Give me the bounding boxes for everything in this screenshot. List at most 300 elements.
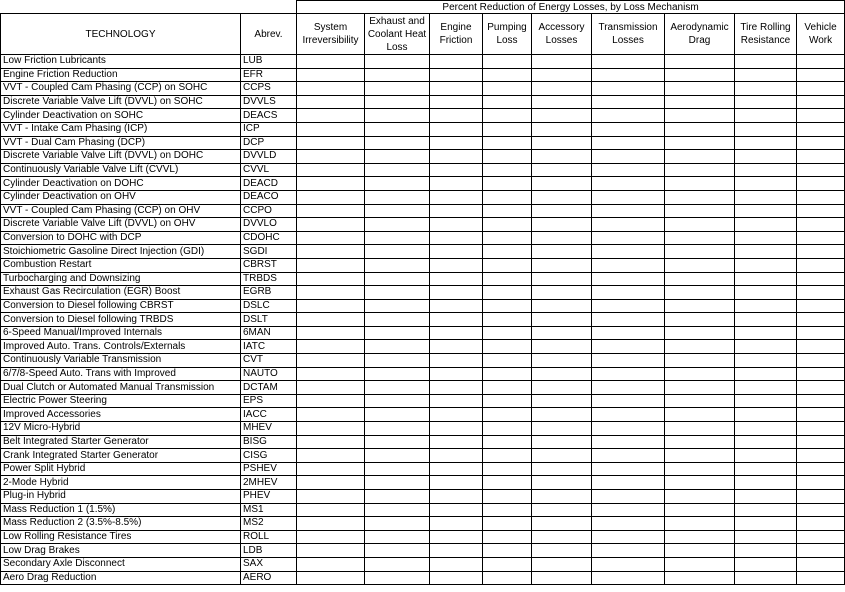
- value-cell[interactable]: [430, 150, 483, 164]
- value-cell[interactable]: [592, 231, 665, 245]
- value-cell[interactable]: [430, 245, 483, 259]
- value-cell[interactable]: [297, 422, 365, 436]
- value-cell[interactable]: [430, 163, 483, 177]
- value-cell[interactable]: [665, 381, 735, 395]
- value-cell[interactable]: [430, 408, 483, 422]
- value-cell[interactable]: [797, 340, 845, 354]
- value-cell[interactable]: [365, 177, 430, 191]
- value-cell[interactable]: [483, 354, 532, 368]
- value-cell[interactable]: [665, 95, 735, 109]
- value-cell[interactable]: [592, 544, 665, 558]
- value-cell[interactable]: [735, 326, 797, 340]
- value-cell[interactable]: [797, 354, 845, 368]
- value-cell[interactable]: [592, 313, 665, 327]
- value-cell[interactable]: [430, 109, 483, 123]
- value-cell[interactable]: [592, 354, 665, 368]
- value-cell[interactable]: [665, 82, 735, 96]
- value-cell[interactable]: [532, 422, 592, 436]
- value-cell[interactable]: [297, 367, 365, 381]
- value-cell[interactable]: [483, 476, 532, 490]
- value-cell[interactable]: [483, 394, 532, 408]
- value-cell[interactable]: [592, 462, 665, 476]
- value-cell[interactable]: [665, 136, 735, 150]
- value-cell[interactable]: [483, 367, 532, 381]
- value-cell[interactable]: [735, 517, 797, 531]
- value-cell[interactable]: [735, 190, 797, 204]
- value-cell[interactable]: [483, 449, 532, 463]
- value-cell[interactable]: [532, 340, 592, 354]
- value-cell[interactable]: [365, 462, 430, 476]
- value-cell[interactable]: [797, 462, 845, 476]
- value-cell[interactable]: [365, 218, 430, 232]
- value-cell[interactable]: [297, 163, 365, 177]
- value-cell[interactable]: [532, 571, 592, 585]
- value-cell[interactable]: [735, 571, 797, 585]
- value-cell[interactable]: [665, 503, 735, 517]
- value-cell[interactable]: [592, 68, 665, 82]
- value-cell[interactable]: [297, 557, 365, 571]
- value-cell[interactable]: [365, 231, 430, 245]
- value-cell[interactable]: [797, 544, 845, 558]
- value-cell[interactable]: [735, 218, 797, 232]
- value-cell[interactable]: [430, 122, 483, 136]
- value-cell[interactable]: [297, 381, 365, 395]
- value-cell[interactable]: [532, 122, 592, 136]
- value-cell[interactable]: [592, 245, 665, 259]
- value-cell[interactable]: [735, 68, 797, 82]
- value-cell[interactable]: [532, 177, 592, 191]
- value-cell[interactable]: [297, 326, 365, 340]
- value-cell[interactable]: [365, 109, 430, 123]
- value-cell[interactable]: [483, 517, 532, 531]
- value-cell[interactable]: [297, 517, 365, 531]
- value-cell[interactable]: [483, 435, 532, 449]
- value-cell[interactable]: [592, 367, 665, 381]
- value-cell[interactable]: [483, 109, 532, 123]
- value-cell[interactable]: [483, 231, 532, 245]
- value-cell[interactable]: [797, 150, 845, 164]
- value-cell[interactable]: [365, 490, 430, 504]
- value-cell[interactable]: [430, 435, 483, 449]
- value-cell[interactable]: [365, 517, 430, 531]
- value-cell[interactable]: [735, 490, 797, 504]
- value-cell[interactable]: [365, 435, 430, 449]
- value-cell[interactable]: [430, 517, 483, 531]
- value-cell[interactable]: [297, 109, 365, 123]
- value-cell[interactable]: [735, 122, 797, 136]
- value-cell[interactable]: [665, 231, 735, 245]
- value-cell[interactable]: [797, 449, 845, 463]
- value-cell[interactable]: [532, 530, 592, 544]
- value-cell[interactable]: [592, 190, 665, 204]
- value-cell[interactable]: [532, 190, 592, 204]
- value-cell[interactable]: [532, 381, 592, 395]
- value-cell[interactable]: [483, 340, 532, 354]
- value-cell[interactable]: [797, 435, 845, 449]
- value-cell[interactable]: [297, 218, 365, 232]
- value-cell[interactable]: [735, 177, 797, 191]
- value-cell[interactable]: [483, 272, 532, 286]
- value-cell[interactable]: [665, 286, 735, 300]
- value-cell[interactable]: [483, 544, 532, 558]
- value-cell[interactable]: [430, 571, 483, 585]
- value-cell[interactable]: [532, 150, 592, 164]
- value-cell[interactable]: [483, 95, 532, 109]
- value-cell[interactable]: [297, 571, 365, 585]
- value-cell[interactable]: [532, 136, 592, 150]
- value-cell[interactable]: [735, 55, 797, 69]
- value-cell[interactable]: [532, 163, 592, 177]
- value-cell[interactable]: [665, 313, 735, 327]
- value-cell[interactable]: [665, 571, 735, 585]
- value-cell[interactable]: [483, 245, 532, 259]
- value-cell[interactable]: [797, 503, 845, 517]
- value-cell[interactable]: [665, 476, 735, 490]
- value-cell[interactable]: [797, 394, 845, 408]
- value-cell[interactable]: [797, 286, 845, 300]
- value-cell[interactable]: [665, 245, 735, 259]
- value-cell[interactable]: [483, 204, 532, 218]
- value-cell[interactable]: [532, 408, 592, 422]
- value-cell[interactable]: [735, 258, 797, 272]
- value-cell[interactable]: [483, 490, 532, 504]
- value-cell[interactable]: [532, 313, 592, 327]
- value-cell[interactable]: [483, 299, 532, 313]
- value-cell[interactable]: [665, 367, 735, 381]
- value-cell[interactable]: [592, 204, 665, 218]
- value-cell[interactable]: [365, 503, 430, 517]
- value-cell[interactable]: [430, 272, 483, 286]
- value-cell[interactable]: [483, 462, 532, 476]
- value-cell[interactable]: [430, 354, 483, 368]
- value-cell[interactable]: [797, 82, 845, 96]
- value-cell[interactable]: [483, 177, 532, 191]
- value-cell[interactable]: [592, 394, 665, 408]
- value-cell[interactable]: [665, 422, 735, 436]
- value-cell[interactable]: [665, 218, 735, 232]
- value-cell[interactable]: [430, 313, 483, 327]
- value-cell[interactable]: [592, 503, 665, 517]
- value-cell[interactable]: [735, 394, 797, 408]
- value-cell[interactable]: [532, 544, 592, 558]
- value-cell[interactable]: [365, 340, 430, 354]
- value-cell[interactable]: [430, 204, 483, 218]
- value-cell[interactable]: [365, 449, 430, 463]
- value-cell[interactable]: [365, 299, 430, 313]
- value-cell[interactable]: [797, 109, 845, 123]
- value-cell[interactable]: [297, 490, 365, 504]
- value-cell[interactable]: [665, 258, 735, 272]
- value-cell[interactable]: [365, 571, 430, 585]
- value-cell[interactable]: [592, 340, 665, 354]
- value-cell[interactable]: [483, 163, 532, 177]
- value-cell[interactable]: [735, 557, 797, 571]
- value-cell[interactable]: [430, 286, 483, 300]
- value-cell[interactable]: [735, 544, 797, 558]
- value-cell[interactable]: [365, 272, 430, 286]
- value-cell[interactable]: [532, 82, 592, 96]
- value-cell[interactable]: [532, 68, 592, 82]
- value-cell[interactable]: [665, 517, 735, 531]
- value-cell[interactable]: [797, 231, 845, 245]
- value-cell[interactable]: [430, 462, 483, 476]
- value-cell[interactable]: [430, 55, 483, 69]
- value-cell[interactable]: [797, 476, 845, 490]
- value-cell[interactable]: [735, 245, 797, 259]
- value-cell[interactable]: [592, 272, 665, 286]
- value-cell[interactable]: [365, 163, 430, 177]
- value-cell[interactable]: [665, 490, 735, 504]
- value-cell[interactable]: [430, 136, 483, 150]
- value-cell[interactable]: [735, 82, 797, 96]
- value-cell[interactable]: [665, 190, 735, 204]
- value-cell[interactable]: [532, 231, 592, 245]
- value-cell[interactable]: [592, 381, 665, 395]
- value-cell[interactable]: [532, 326, 592, 340]
- value-cell[interactable]: [430, 190, 483, 204]
- value-cell[interactable]: [797, 95, 845, 109]
- value-cell[interactable]: [665, 109, 735, 123]
- value-cell[interactable]: [797, 177, 845, 191]
- value-cell[interactable]: [592, 557, 665, 571]
- value-cell[interactable]: [797, 326, 845, 340]
- value-cell[interactable]: [592, 571, 665, 585]
- value-cell[interactable]: [365, 530, 430, 544]
- value-cell[interactable]: [665, 122, 735, 136]
- value-cell[interactable]: [735, 381, 797, 395]
- value-cell[interactable]: [483, 381, 532, 395]
- value-cell[interactable]: [365, 422, 430, 436]
- value-cell[interactable]: [532, 258, 592, 272]
- value-cell[interactable]: [532, 204, 592, 218]
- value-cell[interactable]: [483, 313, 532, 327]
- value-cell[interactable]: [365, 55, 430, 69]
- value-cell[interactable]: [297, 313, 365, 327]
- value-cell[interactable]: [592, 177, 665, 191]
- value-cell[interactable]: [365, 286, 430, 300]
- value-cell[interactable]: [735, 449, 797, 463]
- value-cell[interactable]: [365, 381, 430, 395]
- value-cell[interactable]: [735, 367, 797, 381]
- value-cell[interactable]: [297, 68, 365, 82]
- value-cell[interactable]: [297, 204, 365, 218]
- value-cell[interactable]: [297, 354, 365, 368]
- value-cell[interactable]: [297, 150, 365, 164]
- value-cell[interactable]: [735, 422, 797, 436]
- value-cell[interactable]: [735, 476, 797, 490]
- value-cell[interactable]: [735, 462, 797, 476]
- value-cell[interactable]: [735, 313, 797, 327]
- value-cell[interactable]: [430, 449, 483, 463]
- value-cell[interactable]: [735, 503, 797, 517]
- value-cell[interactable]: [665, 204, 735, 218]
- value-cell[interactable]: [735, 231, 797, 245]
- value-cell[interactable]: [365, 367, 430, 381]
- value-cell[interactable]: [483, 557, 532, 571]
- value-cell[interactable]: [665, 326, 735, 340]
- value-cell[interactable]: [430, 177, 483, 191]
- value-cell[interactable]: [797, 55, 845, 69]
- value-cell[interactable]: [483, 136, 532, 150]
- value-cell[interactable]: [297, 408, 365, 422]
- value-cell[interactable]: [430, 476, 483, 490]
- value-cell[interactable]: [532, 95, 592, 109]
- value-cell[interactable]: [532, 490, 592, 504]
- value-cell[interactable]: [797, 272, 845, 286]
- value-cell[interactable]: [735, 530, 797, 544]
- value-cell[interactable]: [483, 326, 532, 340]
- value-cell[interactable]: [797, 422, 845, 436]
- value-cell[interactable]: [797, 408, 845, 422]
- value-cell[interactable]: [665, 394, 735, 408]
- value-cell[interactable]: [365, 258, 430, 272]
- value-cell[interactable]: [735, 163, 797, 177]
- value-cell[interactable]: [532, 367, 592, 381]
- value-cell[interactable]: [735, 109, 797, 123]
- value-cell[interactable]: [665, 449, 735, 463]
- value-cell[interactable]: [483, 258, 532, 272]
- value-cell[interactable]: [592, 95, 665, 109]
- value-cell[interactable]: [592, 136, 665, 150]
- value-cell[interactable]: [735, 204, 797, 218]
- value-cell[interactable]: [365, 476, 430, 490]
- value-cell[interactable]: [592, 122, 665, 136]
- value-cell[interactable]: [430, 422, 483, 436]
- value-cell[interactable]: [797, 299, 845, 313]
- value-cell[interactable]: [297, 544, 365, 558]
- value-cell[interactable]: [483, 190, 532, 204]
- value-cell[interactable]: [665, 163, 735, 177]
- value-cell[interactable]: [483, 218, 532, 232]
- value-cell[interactable]: [430, 557, 483, 571]
- value-cell[interactable]: [665, 68, 735, 82]
- value-cell[interactable]: [297, 136, 365, 150]
- value-cell[interactable]: [297, 394, 365, 408]
- value-cell[interactable]: [592, 517, 665, 531]
- value-cell[interactable]: [365, 394, 430, 408]
- value-cell[interactable]: [430, 82, 483, 96]
- value-cell[interactable]: [430, 326, 483, 340]
- value-cell[interactable]: [735, 150, 797, 164]
- value-cell[interactable]: [483, 68, 532, 82]
- value-cell[interactable]: [592, 218, 665, 232]
- value-cell[interactable]: [592, 82, 665, 96]
- value-cell[interactable]: [430, 340, 483, 354]
- value-cell[interactable]: [735, 95, 797, 109]
- value-cell[interactable]: [532, 517, 592, 531]
- value-cell[interactable]: [430, 218, 483, 232]
- value-cell[interactable]: [797, 367, 845, 381]
- value-cell[interactable]: [665, 435, 735, 449]
- value-cell[interactable]: [483, 530, 532, 544]
- value-cell[interactable]: [532, 299, 592, 313]
- value-cell[interactable]: [365, 557, 430, 571]
- value-cell[interactable]: [797, 313, 845, 327]
- value-cell[interactable]: [430, 367, 483, 381]
- value-cell[interactable]: [365, 136, 430, 150]
- value-cell[interactable]: [532, 272, 592, 286]
- value-cell[interactable]: [797, 204, 845, 218]
- value-cell[interactable]: [797, 571, 845, 585]
- value-cell[interactable]: [797, 163, 845, 177]
- value-cell[interactable]: [297, 299, 365, 313]
- value-cell[interactable]: [430, 530, 483, 544]
- value-cell[interactable]: [483, 571, 532, 585]
- value-cell[interactable]: [532, 286, 592, 300]
- value-cell[interactable]: [297, 177, 365, 191]
- value-cell[interactable]: [365, 82, 430, 96]
- value-cell[interactable]: [797, 245, 845, 259]
- value-cell[interactable]: [430, 258, 483, 272]
- value-cell[interactable]: [665, 354, 735, 368]
- value-cell[interactable]: [592, 163, 665, 177]
- value-cell[interactable]: [592, 258, 665, 272]
- value-cell[interactable]: [430, 381, 483, 395]
- value-cell[interactable]: [297, 82, 365, 96]
- value-cell[interactable]: [430, 544, 483, 558]
- value-cell[interactable]: [532, 503, 592, 517]
- value-cell[interactable]: [483, 422, 532, 436]
- value-cell[interactable]: [297, 530, 365, 544]
- value-cell[interactable]: [665, 55, 735, 69]
- value-cell[interactable]: [365, 190, 430, 204]
- value-cell[interactable]: [665, 272, 735, 286]
- value-cell[interactable]: [483, 408, 532, 422]
- value-cell[interactable]: [297, 462, 365, 476]
- value-cell[interactable]: [483, 82, 532, 96]
- value-cell[interactable]: [592, 408, 665, 422]
- value-cell[interactable]: [665, 462, 735, 476]
- value-cell[interactable]: [365, 68, 430, 82]
- value-cell[interactable]: [532, 449, 592, 463]
- value-cell[interactable]: [592, 55, 665, 69]
- value-cell[interactable]: [665, 408, 735, 422]
- value-cell[interactable]: [797, 530, 845, 544]
- value-cell[interactable]: [665, 530, 735, 544]
- value-cell[interactable]: [297, 272, 365, 286]
- value-cell[interactable]: [592, 449, 665, 463]
- value-cell[interactable]: [665, 150, 735, 164]
- value-cell[interactable]: [483, 55, 532, 69]
- value-cell[interactable]: [297, 503, 365, 517]
- value-cell[interactable]: [297, 95, 365, 109]
- value-cell[interactable]: [665, 340, 735, 354]
- value-cell[interactable]: [592, 490, 665, 504]
- value-cell[interactable]: [297, 55, 365, 69]
- value-cell[interactable]: [797, 381, 845, 395]
- value-cell[interactable]: [483, 150, 532, 164]
- value-cell[interactable]: [592, 530, 665, 544]
- value-cell[interactable]: [532, 218, 592, 232]
- value-cell[interactable]: [297, 122, 365, 136]
- value-cell[interactable]: [430, 503, 483, 517]
- value-cell[interactable]: [297, 435, 365, 449]
- value-cell[interactable]: [665, 557, 735, 571]
- value-cell[interactable]: [797, 122, 845, 136]
- value-cell[interactable]: [735, 299, 797, 313]
- value-cell[interactable]: [665, 177, 735, 191]
- value-cell[interactable]: [365, 354, 430, 368]
- value-cell[interactable]: [592, 422, 665, 436]
- value-cell[interactable]: [430, 394, 483, 408]
- value-cell[interactable]: [365, 150, 430, 164]
- value-cell[interactable]: [365, 544, 430, 558]
- value-cell[interactable]: [735, 286, 797, 300]
- value-cell[interactable]: [532, 476, 592, 490]
- value-cell[interactable]: [532, 557, 592, 571]
- value-cell[interactable]: [430, 95, 483, 109]
- value-cell[interactable]: [532, 354, 592, 368]
